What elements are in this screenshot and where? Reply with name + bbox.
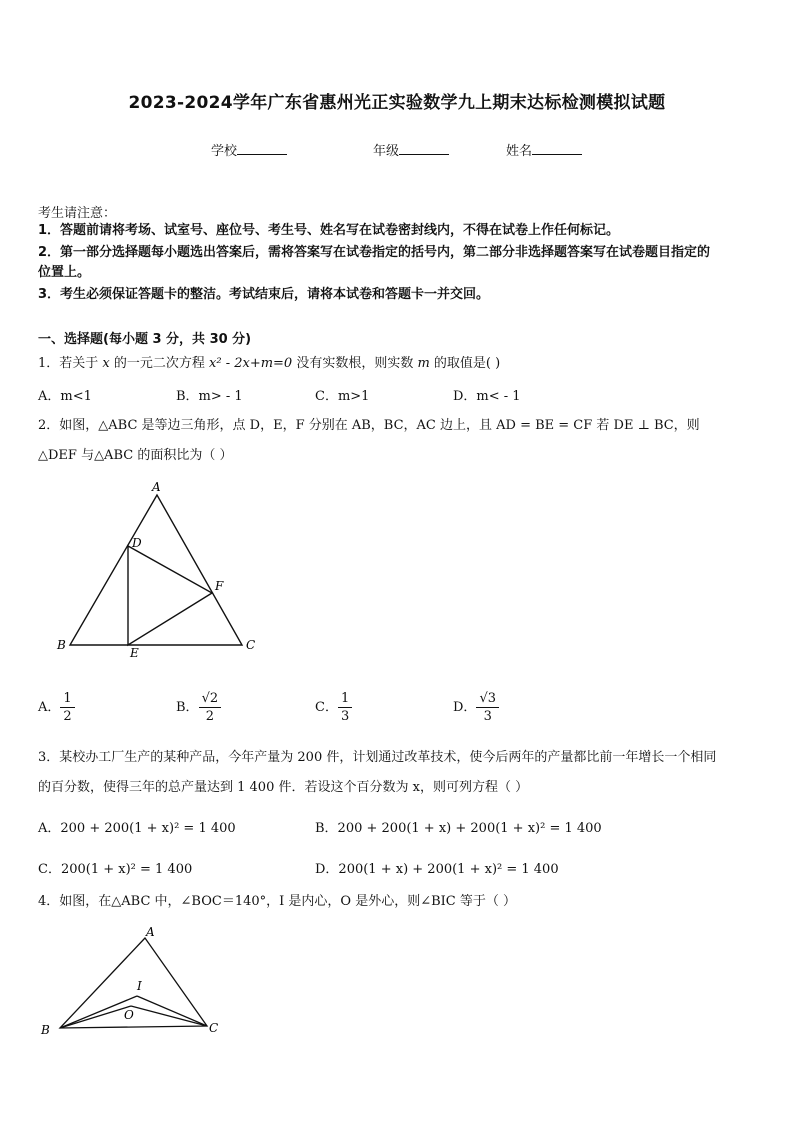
label-b-q4: B xyxy=(41,1023,50,1037)
q2-option-b-fraction xyxy=(199,690,222,725)
q3-option-a[interactable]: A．200 + 200(1 + x)² = 1 400 xyxy=(38,821,236,836)
q2-option-a-letter: A． xyxy=(38,700,61,715)
q3-option-b[interactable]: B．200 + 200(1 + x) + 200(1 + x)² = 1 400 xyxy=(315,821,602,836)
q2-d-den: 3 xyxy=(483,709,492,724)
q2-b-num: √2 xyxy=(199,690,222,708)
q1-text-end: 的取值是( ) xyxy=(429,356,501,371)
q1-var-m: m xyxy=(417,356,430,371)
q2-triangle-figure xyxy=(50,475,270,665)
q2-option-c[interactable] xyxy=(315,690,352,725)
q2-b-den: 2 xyxy=(205,709,214,724)
triangle-abc xyxy=(70,495,242,645)
triangle-def xyxy=(128,546,212,645)
q2-option-d[interactable] xyxy=(453,690,499,725)
label-a-q4: A xyxy=(146,925,155,939)
q1-option-c[interactable]: C．m>1 xyxy=(315,389,370,404)
grade-field[interactable] xyxy=(373,140,449,159)
label-c: C xyxy=(246,638,256,652)
label-o-q4: O xyxy=(124,1008,134,1022)
question-2-line-2: △DEF 与△ABC 的面积比为（ ） xyxy=(38,448,233,463)
label-e: E xyxy=(130,646,139,660)
q2-option-a[interactable] xyxy=(38,690,75,725)
q1-option-b[interactable]: B．m> - 1 xyxy=(176,389,243,404)
school-blank[interactable] xyxy=(237,142,287,155)
q1-option-a[interactable]: A．m<1 xyxy=(38,389,92,404)
q2-option-c-fraction xyxy=(338,690,352,725)
section-heading: 一、选择题(每小题 3 分，共 30 分) xyxy=(38,332,252,347)
question-2-line-1: 2．如图，△ABC 是等边三角形，点 D，E，F 分别在 AB，BC，AC 边上，且 AD = BE = CF 若 DE ⊥ BC，则 xyxy=(38,418,700,433)
q1-option-d[interactable]: D．m< - 1 xyxy=(453,389,521,404)
school-label: 学校 xyxy=(211,144,238,159)
notice-heading: 考生请注意： xyxy=(38,206,117,221)
q3-option-c[interactable]: C．200(1 + x)² = 1 400 xyxy=(38,862,193,877)
label-a: A xyxy=(152,480,161,494)
grade-blank[interactable] xyxy=(399,142,449,155)
page-title: 2023-2024学年广东省惠州光正实验数学九上期末达标检测模拟试题 xyxy=(128,93,666,113)
q2-option-d-fraction xyxy=(476,690,499,725)
q2-option-d-letter: D． xyxy=(453,700,477,715)
label-d: D xyxy=(132,536,142,550)
q2-option-b-letter: B． xyxy=(176,700,199,715)
grade-label: 年级 xyxy=(373,144,400,159)
question-3-line-2: 的百分数，使得三年的总产量达到 1 400 件．若设这个百分数为 x，则可列方程（ ） xyxy=(38,780,529,795)
question-3-line-1: 3．某校办工厂生产的某种产品，今年产量为 200 件，计划通过改革技术，使今后两年的产量都比前一年增长一个相同 xyxy=(38,750,717,765)
name-blank[interactable] xyxy=(532,142,582,155)
q1-var-x: x xyxy=(102,356,110,371)
label-c-q4: C xyxy=(209,1021,219,1035)
notice-item-2-cont: 位置上。 xyxy=(38,265,91,280)
name-label: 姓名 xyxy=(506,144,533,159)
q2-a-den: 2 xyxy=(63,709,72,724)
label-f: F xyxy=(215,579,224,593)
label-i-q4: I xyxy=(137,979,142,993)
notice-item-3: 3．考生必须保证答题卡的整洁。考试结束后，请将本试卷和答题卡一并交回。 xyxy=(38,287,490,302)
q2-d-num: √3 xyxy=(476,690,499,708)
question-4: 4．如图，在△ABC 中，∠BOC＝140°，I 是内心，O 是外心，则∠BIC 等于（ ） xyxy=(38,894,516,909)
q1-text-mid: 的一元二次方程 xyxy=(109,356,210,371)
notice-item-1: 1．答题前请将考场、试室号、座位号、考生号、姓名写在试卷密封线内，不得在试卷上作任何标记。 xyxy=(38,223,620,238)
q1-text-post: 没有实数根，则实数 xyxy=(292,356,418,371)
q4-triangle-figure xyxy=(35,922,235,1042)
notice-item-2: 2．第一部分选择题每小题选出答案后，需将答案写在试卷指定的括号内，第二部分非选择题答案写在试卷题目指定的 xyxy=(38,245,711,260)
q2-a-num: 1 xyxy=(60,690,74,708)
q2-option-a-fraction xyxy=(60,690,74,725)
question-1 xyxy=(38,350,760,378)
name-field[interactable] xyxy=(506,140,582,159)
q3-option-d[interactable]: D．200(1 + x) + 200(1 + x)² = 1 400 xyxy=(315,862,559,877)
label-b: B xyxy=(57,638,66,652)
q2-c-den: 3 xyxy=(340,709,350,724)
q2-c-num: 1 xyxy=(338,690,352,708)
q2-option-c-letter: C． xyxy=(315,700,338,715)
school-field[interactable] xyxy=(211,140,287,159)
q2-option-b[interactable] xyxy=(176,690,221,725)
q1-text-pre: 1．若关于 xyxy=(38,356,103,371)
q1-equation: x² - 2x+m=0 xyxy=(209,356,293,371)
